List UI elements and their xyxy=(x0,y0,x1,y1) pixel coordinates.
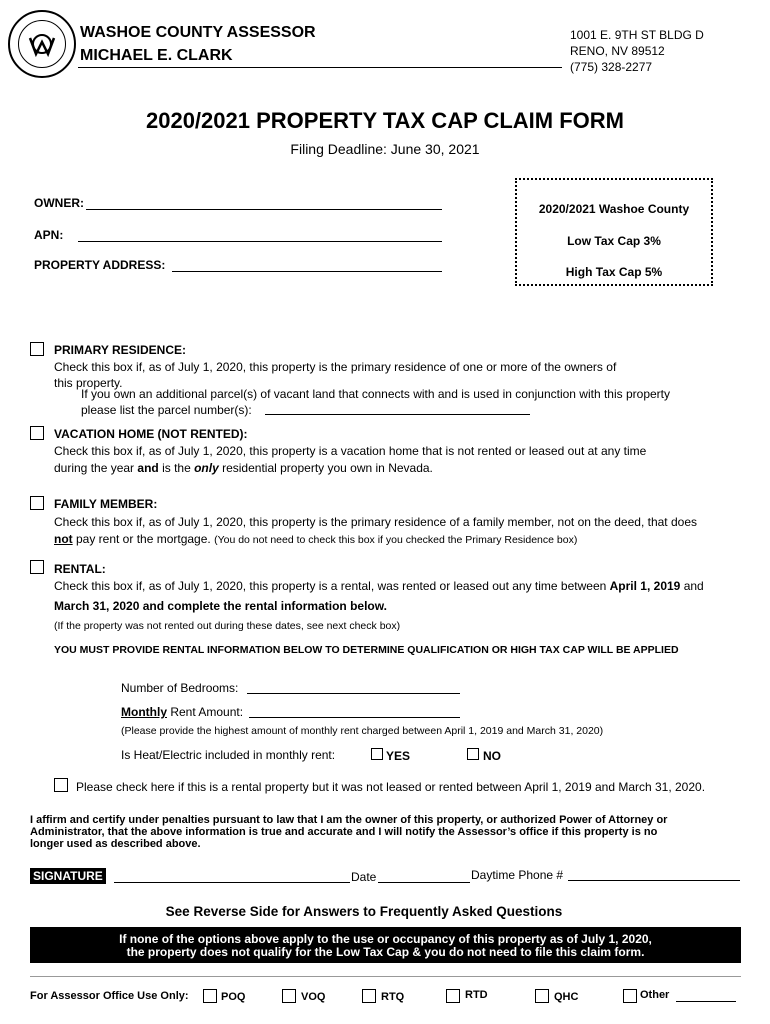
heat-no-checkbox[interactable] xyxy=(467,748,479,760)
rental-text-2: March 31, 2020 and complete the rental information below. xyxy=(54,599,387,613)
tax-cap-info-box xyxy=(515,178,713,286)
owner-label: OWNER: xyxy=(34,196,84,210)
office-use-divider xyxy=(30,976,741,977)
heat-yes-label: YES xyxy=(386,749,411,763)
date-input-line[interactable] xyxy=(378,882,470,883)
primary-residence-text-3: If you own an additional parcel(s) of vacant land that connects with and is used in conjunction with this property xyxy=(81,387,671,401)
office-address-line2: RENO, NV 89512 xyxy=(570,44,665,58)
vacation-home-title: VACATION HOME (NOT RENTED): xyxy=(54,427,248,441)
seal-emblem-icon xyxy=(10,12,74,76)
parcel-numbers-input-line[interactable] xyxy=(265,414,530,415)
form-title: 2020/2021 PROPERTY TAX CAP CLAIM FORM xyxy=(145,108,625,133)
rent-amount-word: Rent Amount: xyxy=(167,705,244,719)
office-phone: (775) 328-2277 xyxy=(570,60,653,74)
affirm-line-3: longer used as described above. xyxy=(30,838,201,850)
high-tax-cap: High Tax Cap 5% xyxy=(565,265,663,279)
primary-residence-text-1: Check this box if, as of July 1, 2020, this property is the primary residence of one or more of the owners of xyxy=(54,360,617,374)
family-text-b: pay rent or the mortgage. xyxy=(72,532,215,546)
monthly-rent-note: (Please provide the highest amount of monthly rent charged between April 1, 2019 and March 31, 2020) xyxy=(121,725,604,737)
poq-checkbox[interactable] xyxy=(203,989,217,1003)
rtd-label: RTD xyxy=(465,989,488,1001)
voq-label: VOQ xyxy=(301,991,326,1003)
apn-input-line[interactable] xyxy=(78,241,442,242)
voq-checkbox[interactable] xyxy=(282,989,296,1003)
vacation-text-and: and xyxy=(137,461,159,475)
qhc-label: QHC xyxy=(554,991,579,1003)
rtd-checkbox[interactable] xyxy=(446,989,460,1003)
reverse-side-note: See Reverse Side for Answers to Frequently Asked Questions xyxy=(165,904,563,919)
bedrooms-label: Number of Bedrooms: xyxy=(121,681,239,695)
family-member-title: FAMILY MEMBER: xyxy=(54,497,158,511)
rental-title: RENTAL: xyxy=(54,562,106,576)
signature-label: SIGNATURE xyxy=(30,868,106,884)
daytime-phone-label: Daytime Phone # xyxy=(471,868,564,882)
vacation-text-e: residential property you own in Nevada. xyxy=(218,461,433,475)
office-use-label: For Assessor Office Use Only: xyxy=(30,990,189,1002)
no-qualify-banner xyxy=(30,927,741,963)
poq-label: POQ xyxy=(221,991,246,1003)
property-address-input-line[interactable] xyxy=(172,271,442,272)
qhc-checkbox[interactable] xyxy=(535,989,549,1003)
heat-no-label: NO xyxy=(483,749,501,763)
rental-checkbox[interactable] xyxy=(30,560,44,574)
vacation-home-text-2 xyxy=(54,461,433,475)
owner-input-line[interactable] xyxy=(86,209,442,210)
monthly-rent-input-line[interactable] xyxy=(249,717,460,718)
assessor-office-title: WASHOE COUNTY ASSESSOR xyxy=(80,24,316,41)
family-text-not: not xyxy=(54,532,73,546)
rental-note: (If the property was not rented out during these dates, see next check box) xyxy=(54,620,401,632)
vacation-text-c: is the xyxy=(158,461,195,475)
signature-input-line[interactable] xyxy=(114,882,350,883)
affirm-line-2: Administrator, that the above information is true and accurate and I will notify the Assessor’s office if this property is no xyxy=(30,826,658,838)
rental-text-1 xyxy=(54,579,704,593)
tax-cap-heading: 2020/2021 Washoe County xyxy=(538,202,690,216)
affirm-line-1: I affirm and certify under penalties pursuant to law that I am the owner of this property, or authorized Power of Attorney or xyxy=(30,814,668,826)
rental-text-and: and xyxy=(680,579,704,593)
rental-date-start: April 1, 2019 xyxy=(609,579,681,593)
date-label: Date xyxy=(351,870,377,884)
family-member-text-2 xyxy=(54,532,577,546)
family-text-note: (You do not need to check this box if you checked the Primary Residence box) xyxy=(214,534,578,546)
banner-line-2: the property does not qualify for the Low Tax Cap & you do not need to file this claim form. xyxy=(126,945,645,959)
not-rented-checkbox[interactable] xyxy=(54,778,68,792)
vacation-home-text-1: Check this box if, as of July 1, 2020, this property is a vacation home that is not rented or leased out at any time xyxy=(54,444,647,458)
heat-electric-label: Is Heat/Electric included in monthly rent: xyxy=(121,748,336,762)
primary-residence-title: PRIMARY RESIDENCE: xyxy=(54,343,187,357)
vacation-home-checkbox[interactable] xyxy=(30,426,44,440)
banner-line-1: If none of the options above apply to the use or occupancy of this property as of July 1, 2020, xyxy=(119,932,652,946)
assessor-name: MICHAEL E. CLARK xyxy=(80,47,233,64)
other-label: Other xyxy=(640,989,670,1001)
other-input-line[interactable] xyxy=(676,1001,736,1002)
not-rented-text: Please check here if this is a rental property but it was not leased or rented between April 1, 2019 and March 31, 2020. xyxy=(76,780,706,794)
office-address-line1: 1001 E. 9TH ST BLDG D xyxy=(570,28,704,42)
vacation-text-a: during the year xyxy=(54,461,138,475)
monthly-rent-label xyxy=(121,705,243,719)
other-checkbox[interactable] xyxy=(623,989,637,1003)
primary-residence-checkbox[interactable] xyxy=(30,342,44,356)
header-rule xyxy=(78,67,562,68)
apn-label: APN: xyxy=(34,228,64,242)
daytime-phone-input-line[interactable] xyxy=(568,880,740,881)
filing-deadline: Filing Deadline: June 30, 2021 xyxy=(290,141,480,157)
rtq-label: RTQ xyxy=(381,991,405,1003)
family-member-checkbox[interactable] xyxy=(30,496,44,510)
property-address-label: PROPERTY ADDRESS: xyxy=(34,258,166,272)
low-tax-cap: Low Tax Cap 3% xyxy=(567,234,661,248)
heat-yes-checkbox[interactable] xyxy=(371,748,383,760)
vacation-text-only: only xyxy=(194,461,219,475)
monthly-word: Monthly xyxy=(121,705,167,719)
family-member-text-1: Check this box if, as of July 1, 2020, this property is the primary residence of a family member, not on the deed, that does xyxy=(54,515,697,529)
rtq-checkbox[interactable] xyxy=(362,989,376,1003)
primary-residence-text-2: this property. xyxy=(54,376,123,390)
bedrooms-input-line[interactable] xyxy=(247,693,460,694)
rental-text-a: Check this box if, as of July 1, 2020, this property is a rental, was rented or leased out any time between xyxy=(54,579,610,593)
county-seal-logo xyxy=(8,10,76,78)
parcel-numbers-label: please list the parcel number(s): xyxy=(81,403,252,417)
rental-must-provide: YOU MUST PROVIDE RENTAL INFORMATION BELOW TO DETERMINE QUALIFICATION OR HIGH TAX CAP WILL BE APPLIED xyxy=(54,644,679,656)
